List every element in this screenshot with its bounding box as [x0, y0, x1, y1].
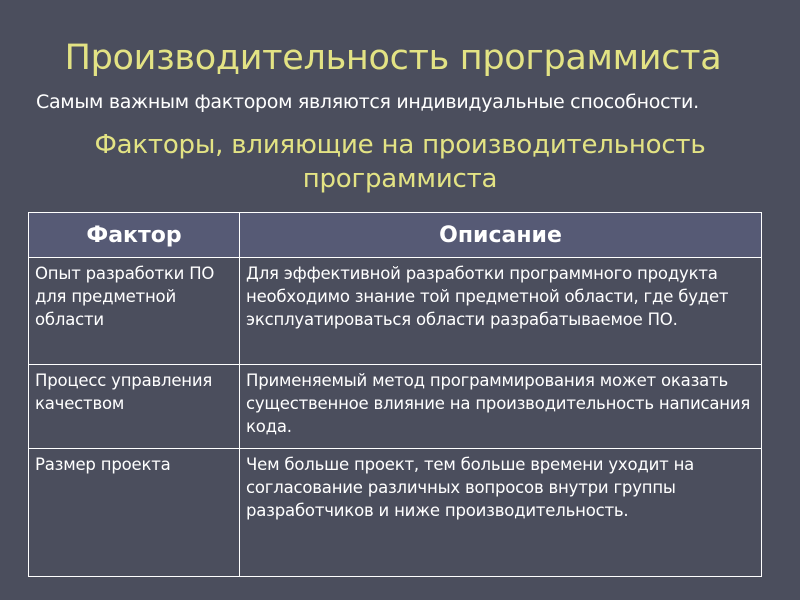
factors-table: [28, 212, 762, 577]
table-caption-line-2: программиста: [302, 164, 498, 194]
factor-cell: Размер проекта: [29, 449, 240, 577]
description-cell: Для эффективной разработки программного продукта необходимо знание той предметной области, где будет эксплуатироваться области разрабатываемое ПО.: [240, 258, 762, 365]
description-cell: Чем больше проект, тем больше времени уходит на согласование различных вопросов внутри группы разработчиков и ниже производительность.: [240, 449, 762, 577]
factor-cell: Процесс управления качеством: [29, 365, 240, 449]
table-caption: [0, 128, 800, 196]
lead-text: Самым важным фактором являются индивидуальные способности.: [36, 91, 699, 113]
description-cell: Применяемый метод программирования может оказать существенное влияние на производительность написания кода.: [240, 365, 762, 449]
table-row: [29, 258, 762, 365]
header-description: Описание: [240, 213, 762, 258]
slide-title: Производительность программиста: [64, 38, 722, 78]
table-caption-line-1: Факторы, влияющие на производительность: [94, 130, 706, 160]
table-header-row: [29, 213, 762, 258]
header-factor: Фактор: [29, 213, 240, 258]
table-row: [29, 365, 762, 449]
factor-cell: Опыт разработки ПО для предметной области: [29, 258, 240, 365]
table-row: [29, 449, 762, 577]
